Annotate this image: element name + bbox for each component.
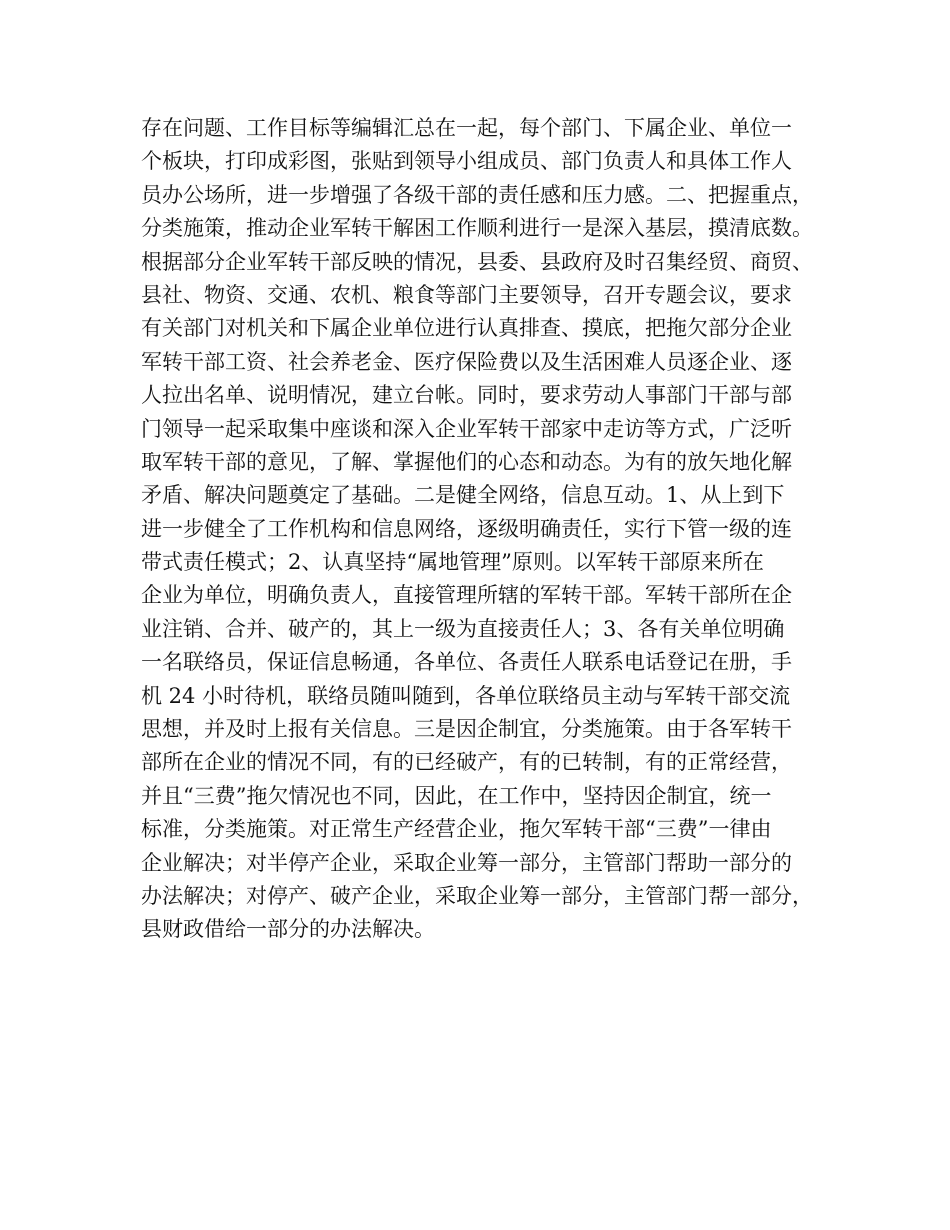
text-line: 取军转干部的意见，了解、掌握他们的心态和动态。为有的放矢地化解: [141, 449, 792, 474]
text-line: 标准，分类施策。对正常生产经营企业，拖欠军转干部“三费”一律由: [141, 817, 772, 842]
text-line: 根据部分企业军转干部反映的情况，县委、县政府及时召集经贸、商贸、: [141, 249, 813, 274]
text-line: 业注销、合并、破产的，其上一级为直接责任人；3、各有关单位明确: [141, 616, 785, 641]
text-line: 思想，并及时上报有关信息。三是因企制宜，分类施策。由于各军转干: [141, 717, 792, 742]
text-line: 县社、物资、交通、农机、粮食等部门主要领导，召开专题会议，要求: [141, 282, 792, 307]
text-line: 存在问题、工作目标等编辑汇总在一起，每个部门、下属企业、单位一: [141, 116, 792, 140]
text-line: 有关部门对机关和下属企业单位进行认真排查、摸底，把拖欠部分企业: [141, 316, 792, 341]
text-line: 县财政借给一部分的办法解决。: [141, 917, 435, 942]
text-line: 带式责任模式；2、认真坚持“属地管理”原则。以军转干部原来所在: [141, 550, 764, 575]
text-line: 门领导一起采取集中座谈和深入企业军转干部家中走访等方式，广泛听: [141, 416, 792, 441]
text-line: 办法解决；对停产、破产企业，采取企业筹一部分，主管部门帮一部分，: [141, 883, 813, 908]
body-paragraph: [141, 112, 831, 947]
text-line: 机 24 小时待机，联络员随叫随到，各单位联络员主动与军转干部交流: [141, 683, 791, 708]
text-line: 人拉出名单、说明情况，建立台帐。同时，要求劳动人事部门干部与部: [141, 383, 792, 408]
text-line: 个板块，打印成彩图，张贴到领导小组成员、部门负责人和具体工作人: [141, 149, 792, 174]
text-line: 员办公场所，进一步增强了各级干部的责任感和压力感。二、把握重点，: [141, 182, 813, 207]
text-line: 并且“三费”拖欠情况也不同，因此，在工作中，坚持因企制宜，统一: [141, 783, 772, 808]
text-line: 军转干部工资、社会养老金、医疗保险费以及生活困难人员逐企业、逐: [141, 349, 792, 374]
text-line: 企业为单位，明确负责人，直接管理所辖的军转干部。军转干部所在企: [141, 583, 792, 608]
text-line: 矛盾、解决问题奠定了基础。二是健全网络，信息互动。1、从上到下: [141, 483, 785, 508]
text-line: 分类施策，推动企业军转干解困工作顺利进行一是深入基层，摸清底数。: [141, 216, 813, 241]
text-line: 部所在企业的情况不同，有的已经破产，有的已转制，有的正常经营，: [141, 750, 792, 775]
text-line: 进一步健全了工作机构和信息网络，逐级明确责任，实行下管一级的连: [141, 516, 792, 541]
text-line: 一名联络员，保证信息畅通，各单位、各责任人联系电话登记在册，手: [141, 650, 792, 675]
text-line: 企业解决；对半停产企业，采取企业筹一部分，主管部门帮助一部分的: [141, 850, 792, 875]
